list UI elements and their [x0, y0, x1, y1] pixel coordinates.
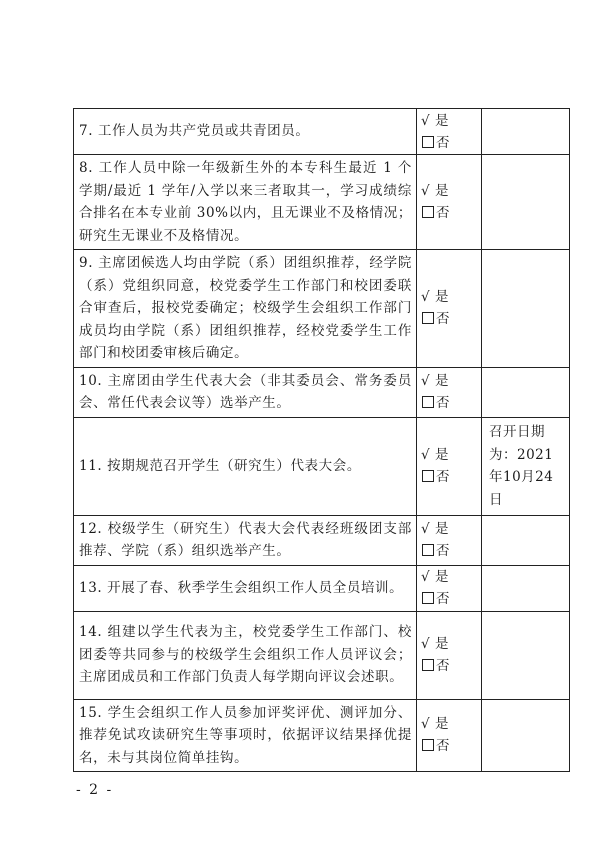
option-no[interactable] [421, 202, 481, 224]
option-yes[interactable] [421, 110, 481, 132]
table-row [74, 155, 570, 250]
option-yes-label: 是 [435, 636, 449, 652]
option-no-label: 否 [436, 134, 450, 151]
table-row [74, 611, 570, 699]
table-row [74, 367, 570, 417]
table-row [74, 515, 570, 565]
option-no[interactable] [421, 466, 481, 488]
checkbox-empty-icon [422, 206, 434, 218]
yes-no-cell [417, 367, 482, 417]
criterion-text: 11. 按期规范召开学生（研究生）代表大会。 [74, 417, 417, 515]
option-yes[interactable] [421, 444, 481, 466]
table-row [74, 250, 570, 368]
option-yes-label: 是 [435, 447, 449, 463]
page-number: - 2 - [76, 782, 114, 798]
yes-no-cell [417, 155, 482, 250]
option-yes[interactable] [421, 566, 481, 588]
option-no[interactable] [421, 540, 481, 562]
remarks-cell [482, 515, 570, 565]
checkbox-empty-icon [422, 136, 434, 148]
checkbox-empty-icon [422, 592, 434, 604]
checkbox-empty-icon [422, 470, 434, 482]
criterion-text: 15. 学生会组织工作人员参加评奖评优、测评加分、推荐免试攻读研究生等事项时，依据评议结果择优提名，未与其岗位简单挂钩。 [74, 699, 417, 772]
checkbox-empty-icon [422, 659, 434, 671]
option-yes-label: 是 [435, 183, 449, 199]
remarks-cell [482, 611, 570, 699]
table-row [74, 109, 570, 155]
check-mark-icon: √ [421, 521, 430, 537]
check-mark-icon: √ [421, 373, 430, 389]
option-yes-label: 是 [435, 521, 449, 537]
yes-no-cell [417, 565, 482, 611]
remarks-cell [482, 109, 570, 155]
criterion-text: 14. 组建以学生代表为主，校党委学生工作部门、校团委等共同参与的校级学生会组织工作人员评议会；主席团成员和工作部门负责人每学期向评议会述职。 [74, 611, 417, 699]
option-no[interactable] [421, 132, 481, 154]
option-no[interactable] [421, 735, 481, 757]
option-yes[interactable] [421, 180, 481, 202]
criterion-text: 7. 工作人员为共产党员或共青团员。 [74, 109, 417, 155]
option-no[interactable] [421, 308, 481, 330]
criterion-text: 8. 工作人员中除一年级新生外的本专科生最近 1 个学期/最近 1 学年/入学以来三者取其一，学习成绩综合排名在本专业前 30%以内，且无课业不及格情况；研究生无课业不及格情况。 [74, 155, 417, 250]
check-mark-icon: √ [421, 636, 430, 652]
checkbox-empty-icon [422, 312, 434, 324]
table-row [74, 565, 570, 611]
yes-no-cell [417, 515, 482, 565]
option-no-label: 否 [436, 738, 450, 755]
remarks-cell [482, 250, 570, 368]
yes-no-cell [417, 611, 482, 699]
criterion-text: 13. 开展了春、秋季学生会组织工作人员全员培训。 [74, 565, 417, 611]
criterion-text: 9. 主席团候选人均由学院（系）团组织推荐，经学院（系）党组织同意，校党委学生工作部门和校团委联合审查后，报校党委确定；校级学生会组织工作部门成员均由学院（系）团组织推荐，经校党委学生工作部门和校团委审核后确定。 [74, 250, 417, 368]
criterion-text: 10. 主席团由学生代表大会（非其委员会、常务委员会、常任代表会议等）选举产生。 [74, 367, 417, 417]
checkbox-empty-icon [422, 739, 434, 751]
table-row [74, 417, 570, 515]
check-mark-icon: √ [421, 447, 430, 463]
remarks-cell [482, 155, 570, 250]
option-yes[interactable] [421, 370, 481, 392]
option-yes-label: 是 [435, 289, 449, 306]
remarks-cell: 召开日期为：2021年10月24日 [482, 417, 570, 515]
option-no[interactable] [421, 392, 481, 414]
remarks-cell [482, 699, 570, 772]
option-yes[interactable] [421, 713, 481, 735]
yes-no-cell [417, 699, 482, 772]
option-no-label: 否 [436, 469, 450, 485]
option-no-label: 否 [436, 591, 450, 607]
option-yes-label: 是 [435, 716, 449, 733]
option-no-label: 否 [436, 311, 450, 328]
checkbox-empty-icon [422, 396, 434, 408]
option-yes-label: 是 [435, 373, 449, 389]
check-mark-icon: √ [421, 289, 430, 306]
check-mark-icon: √ [421, 569, 430, 585]
yes-no-cell [417, 417, 482, 515]
option-no[interactable] [421, 588, 481, 610]
table-row [74, 699, 570, 772]
option-no-label: 否 [436, 395, 450, 411]
option-yes[interactable] [421, 633, 481, 655]
remarks-cell [482, 565, 570, 611]
check-mark-icon: √ [421, 716, 430, 733]
option-yes[interactable] [421, 518, 481, 540]
yes-no-cell [417, 250, 482, 368]
check-mark-icon: √ [421, 183, 430, 199]
checkbox-empty-icon [422, 544, 434, 556]
option-no-label: 否 [436, 658, 450, 674]
option-yes-label: 是 [435, 112, 449, 129]
remarks-cell [482, 367, 570, 417]
criterion-text: 12. 校级学生（研究生）代表大会代表经班级团支部推荐、学院（系）组织选举产生。 [74, 515, 417, 565]
option-no-label: 否 [436, 205, 450, 221]
checklist-body [74, 109, 570, 772]
checklist-table [73, 108, 570, 772]
option-yes-label: 是 [435, 569, 449, 585]
option-no-label: 否 [436, 543, 450, 559]
yes-no-cell [417, 109, 482, 155]
option-yes[interactable] [421, 286, 481, 308]
option-no[interactable] [421, 655, 481, 677]
check-mark-icon: √ [421, 112, 430, 129]
